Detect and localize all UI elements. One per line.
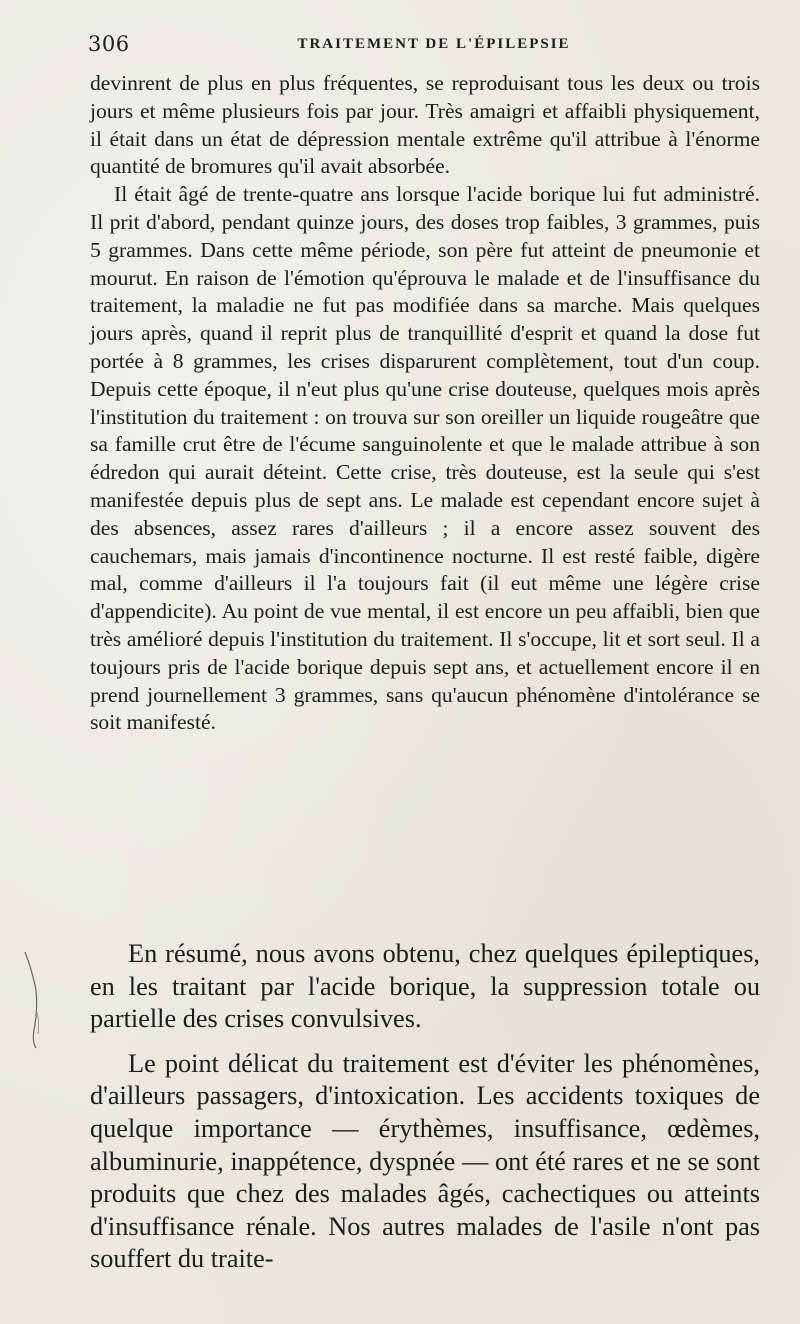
page-header: [88, 32, 760, 62]
case-paragraph-treatment: Il était âgé de trente-quatre ans lorsque l'acide borique lui fut administré. Il prit d'abord, pendant quinze jours, des doses trop faibles, 3 grammes, puis 5 grammes. Dans cette même période, son père fut atteint de pneumonie et mourut. En raison de l'émotion qu'éprouva le malade et de l'insuffisance du traitement, la maladie ne fut pas modifiée dans sa marche. Mais quelques jours après, quand il reprit plus de tranquillité d'esprit et quand la dose fut portée à 8 grammes, les crises disparurent complètement, tout d'un coup. Depuis cette époque, il n'eut plus qu'une crise douteuse, quelques mois après l'institution du traitement : on trouva sur son oreiller un liquide rougeâtre que sa famille crut être de l'écume sanguinolente et que le malade attribue à son édredon qui aurait déteint. Cette crise, très douteuse, est la seule qui s'est manifestée depuis plus de sept ans. Le malade est cependant encore sujet à des absences, assez rares d'ailleurs ; il a encore assez souvent des cauchemars, mais jamais d'incontinence nocturne. Il est resté faible, digère mal, comme d'ailleurs il l'a toujours fait (il eut même une légère crise d'appendicite). Au point de vue mental, il est encore un peu affaibli, bien que très amélioré depuis l'institution du traitement. Il s'occupe, lit et sort seul. Il a toujours pris de l'acide borique depuis sept ans, et actuellement encore il en prend journellement 3 grammes, sans qu'aucun phénomène d'intolérance se soit manifesté.: [90, 182, 760, 735]
case-paragraph-continued: devinrent de plus en plus fréquentes, se reproduisant tous les deux ou trois jours et même plusieurs fois par jour. Très amaigri et affaibli physiquement, il était dans un état de dépression mentale extrême qu'il attribue à l'énorme quantité de bromures qu'il avait absorbée.: [90, 71, 760, 179]
summary-text: [90, 938, 760, 1276]
running-head: TRAITEMENT DE L'ÉPILEPSIE: [297, 36, 571, 52]
page-number: 306: [88, 32, 130, 56]
summary-paragraph-toxicity: Le point délicat du traitement est d'éviter les phénomènes, d'ailleurs passagers, d'intoxication. Les accidents toxiques de quelque importance — érythèmes, insuffisance, œdèmes, albuminurie, inappétence, dyspnée — ont été rares et ne se sont produits que chez des malades âgés, cachectiques ou atteints d'insuffisance rénale. Nos autres malades de l'asile n'ont pas souffert du traite-: [90, 1048, 760, 1274]
case-report-text: [90, 70, 760, 737]
margin-pencil-mark: [22, 950, 52, 1050]
summary-paragraph-results: En résumé, nous avons obtenu, chez quelques épileptiques, en les traitant par l'acide borique, la suppression totale ou partielle des crises convulsives.: [90, 939, 760, 1034]
